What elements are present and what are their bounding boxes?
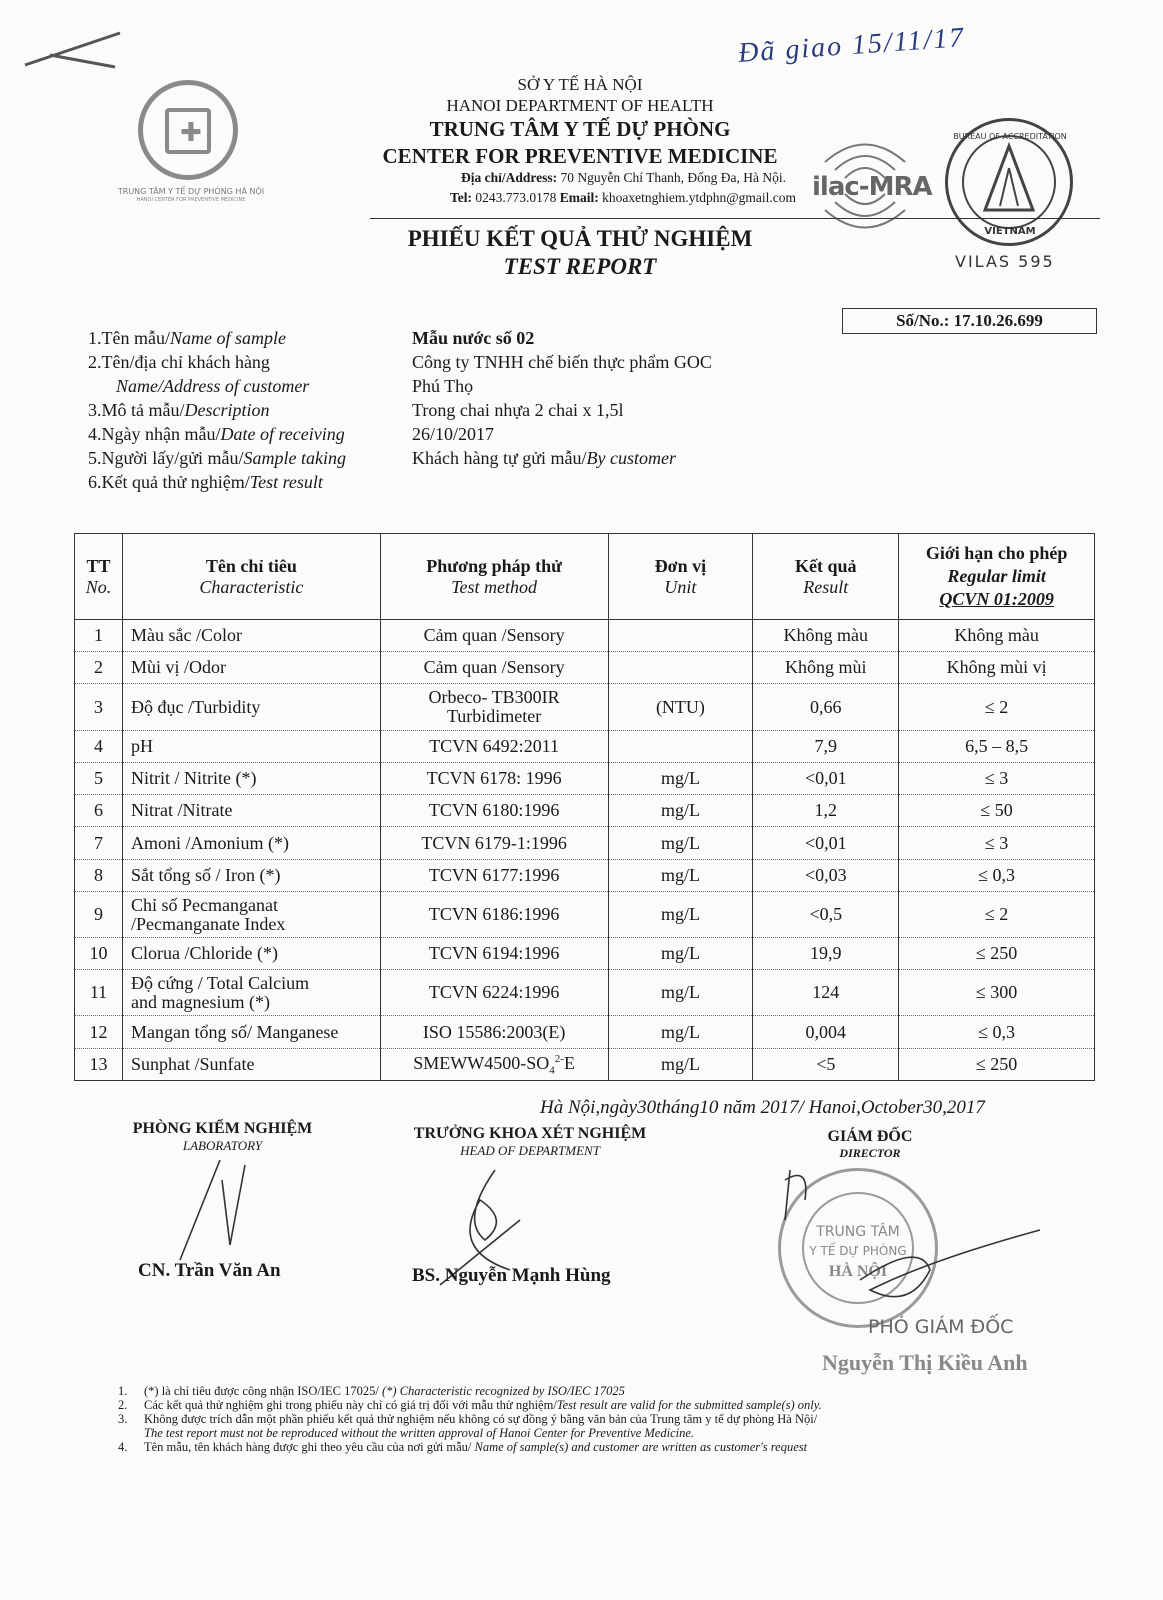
sample-name: Mẫu nước số 02 [412,328,535,348]
footnote-1: 1. (*) là chỉ tiêu được công nhận ISO/IEC 17025/ (*) Characteristic recognized by ISO/IEC 17025 [118,1384,625,1398]
footnote-3: 3. Không được trích dẫn một phần phiếu kết quả thử nghiệm nếu không có sự đồng ý bằng văn bản của Trung tâm y tế dự phòng Hà Nội/ [118,1412,818,1426]
header-rule [370,218,1100,219]
table-row: 13 Sunphat /Sunfate $SMEWW4500-SO_4^{2-}E$ mg/L <5 ≤ 250 [75,1049,1095,1081]
date-line: Hà Nội,ngày30tháng10 năm 2017/ Hanoi,October30,2017 [540,1097,985,1118]
address-value: 70 Nguyễn Chí Thanh, Đống Đa, Hà Nội. [560,170,786,185]
table-row: 2 Mùi vị /Odor Cảm quan /Sensory Không mùi Không mùi vị [75,652,1095,684]
tel-value: 0243.773.0178 [475,190,557,205]
table-row: 12 Mangan tổng số/ Manganese ISO 15586:2003(E) mg/L 0,004 ≤ 0,3 [75,1016,1095,1049]
director-title-vn: GIÁM ĐỐC [827,1128,913,1145]
footnote-3-en: The test report must not be reproduced without the written approval of Hanoi Center for Preventive Medicine. [144,1426,695,1440]
stamp-line-3: HÀ NỘI [828,1263,888,1280]
sample-description: Trong chai nhựa 2 chai x 1,5l [412,400,624,420]
table-row: 8 Sắt tổng số / Iron (*) TCVN 6177:1996 mg/L <0,03 ≤ 0,3 [75,860,1095,892]
col-limit: Giới hạn cho phép Regular limit QCVN 01:2009 [899,534,1095,620]
info-label-1: 1.Tên mẫu/Name of sample [88,328,286,348]
handwritten-note: Đã giao 15/11/17 [737,22,967,69]
boa-top-text: BUREAU OF ACCREDITATION [953,132,1067,141]
ilac-mra-text: ilac-MRA [812,172,932,202]
table-row: 4 pH TCVN 6492:2011 7,9 6,5 – 8,5 [75,731,1095,763]
head-title-en: HEAD OF DEPARTMENT [460,1143,600,1158]
report-number: Số/No.: 17.10.26.699 [842,308,1097,334]
table-row: 3 Độ đục /Turbidity Orbeco- TB300IR Turbidimeter (NTU) 0,66 ≤ 2 [75,684,1095,731]
table-row: 9 Chỉ số Pecmanganat /Pecmanganate Index TCVN 6186:1996 mg/L <0,5 ≤ 2 [75,892,1095,938]
title-vn: PHIẾU KẾT QUẢ THỬ NGHIỆM [407,226,753,251]
sample-taking: Khách hàng tự gửi mẫu/By customer [412,448,676,468]
logo-caption: TRUNG TÂM Y TẾ DỰ PHÒNG HÀ NỘI [117,187,265,196]
address-line [356,170,786,186]
table-row: 7 Amoni /Amonium (*) TCVN 6179-1:1996 mg/L <0,01 ≤ 3 [75,827,1095,860]
footnote-4: 4. Tên mẫu, tên khách hàng được ghi theo yêu cầu của nơi gửi mẫu/ Name of sample(s) and customer are written as customer's request [118,1440,808,1454]
col-method: Phương pháp thử Test method [380,534,608,620]
col-no: TT No. [75,534,123,620]
director-title-en: DIRECTOR [839,1146,901,1160]
receiving-date: 26/10/2017 [412,424,495,444]
info-values [412,326,712,470]
table-header-row [75,534,1095,620]
table-row: 10 Clorua /Chloride (*) TCVN 6194:1996 mg/L 19,9 ≤ 250 [75,938,1095,970]
customer-address: Phú Thọ [412,376,474,396]
info-label-2-en: Name/Address of customer [116,376,310,396]
head-signature-block [380,1125,680,1159]
lab-title-en: LABORATORY [182,1138,263,1153]
results-table [74,533,1095,1081]
footnote-2: 2. Các kết quả thử nghiệm ghi trong phiếu này chỉ có giá trị đối với mẫu thử nghiệm/Test result are valid for the submitted sample(s) only. [118,1398,822,1412]
director-signature [770,1160,1050,1320]
email-value: khoaxetnghiem.ytdphn@gmail.com [602,190,796,205]
address-label: Địa chỉ/Address: [461,170,558,185]
info-label-2: 2.Tên/địa chỉ khách hàng [88,352,270,372]
lab-signature-block [100,1120,345,1154]
lab-signature [170,1150,270,1270]
vilas-number: VILAS 595 [955,252,1055,271]
contact-line [350,190,796,206]
center-vn: TRUNG TÂM Y TẾ DỰ PHÒNG [429,117,731,141]
info-label-6: 6.Kết quả thử nghiệm/Test result [88,472,323,492]
col-unit: Đơn vị Unit [608,534,753,620]
director-signature-block [800,1128,940,1161]
col-characteristic: Tên chỉ tiêu Characteristic [122,534,380,620]
col-result: Kết quả Result [753,534,899,620]
table-row: 5 Nitrit / Nitrite (*) TCVN 6178: 1996 mg/L <0,01 ≤ 3 [75,763,1095,795]
boa-bottom-text: VIETNAM [984,226,1036,237]
info-label-5: 5.Người lấy/gửi mẫu/Sample taking [88,448,346,468]
customer-name: Công ty TNHH chế biến thực phẩm GOC [412,352,712,372]
lab-title-vn: PHÒNG KIỂM NGHIỆM [132,1120,313,1137]
header-block [340,74,820,169]
stamp-line-1: TRUNG TÂM [816,1224,900,1240]
head-signer-name: BS. Nguyễn Mạnh Hùng [412,1265,611,1286]
footnotes [118,1384,1018,1454]
pen-mark [20,25,130,75]
title-en: TEST REPORT [503,254,657,279]
head-title-vn: TRƯỞNG KHOA XÉT NGHIỆM [413,1125,647,1142]
info-label-4: 4.Ngày nhận mẫu/Date of receiving [88,424,345,444]
lab-signer-name: CN. Trần Văn An [138,1260,281,1281]
table-row: 11 Độ cứng / Total Calcium and magnesium (*) TCVN 6224:1996 mg/L 124 ≤ 300 [75,970,1095,1016]
logo-subcaption: HANOI CENTER FOR PREVENTIVE MEDICINE [136,197,246,203]
deputy-name: Nguyễn Thị Kiều Anh [822,1350,1028,1375]
dept-en: HANOI DEPARTMENT OF HEALTH [446,96,714,115]
table-row: 1 Màu sắc /Color Cảm quan /Sensory Không màu Không màu [75,620,1095,652]
tel-label: Tel: [449,190,472,205]
dept-vn: SỞ Y TẾ HÀ NỘI [517,75,643,94]
info-label-3: 3.Mô tả mẫu/Description [88,400,270,420]
center-en: CENTER FOR PREVENTIVE MEDICINE [382,144,778,168]
stamp-line-2: Y TẾ DỰ PHÒNG [809,1244,907,1258]
info-labels [88,326,346,494]
table-row: 6 Nitrat /Nitrate TCVN 6180:1996 mg/L 1,2 ≤ 50 [75,795,1095,827]
deputy-title: PHÓ GIÁM ĐỐC [868,1316,1014,1338]
email-label: Email: [559,190,599,205]
